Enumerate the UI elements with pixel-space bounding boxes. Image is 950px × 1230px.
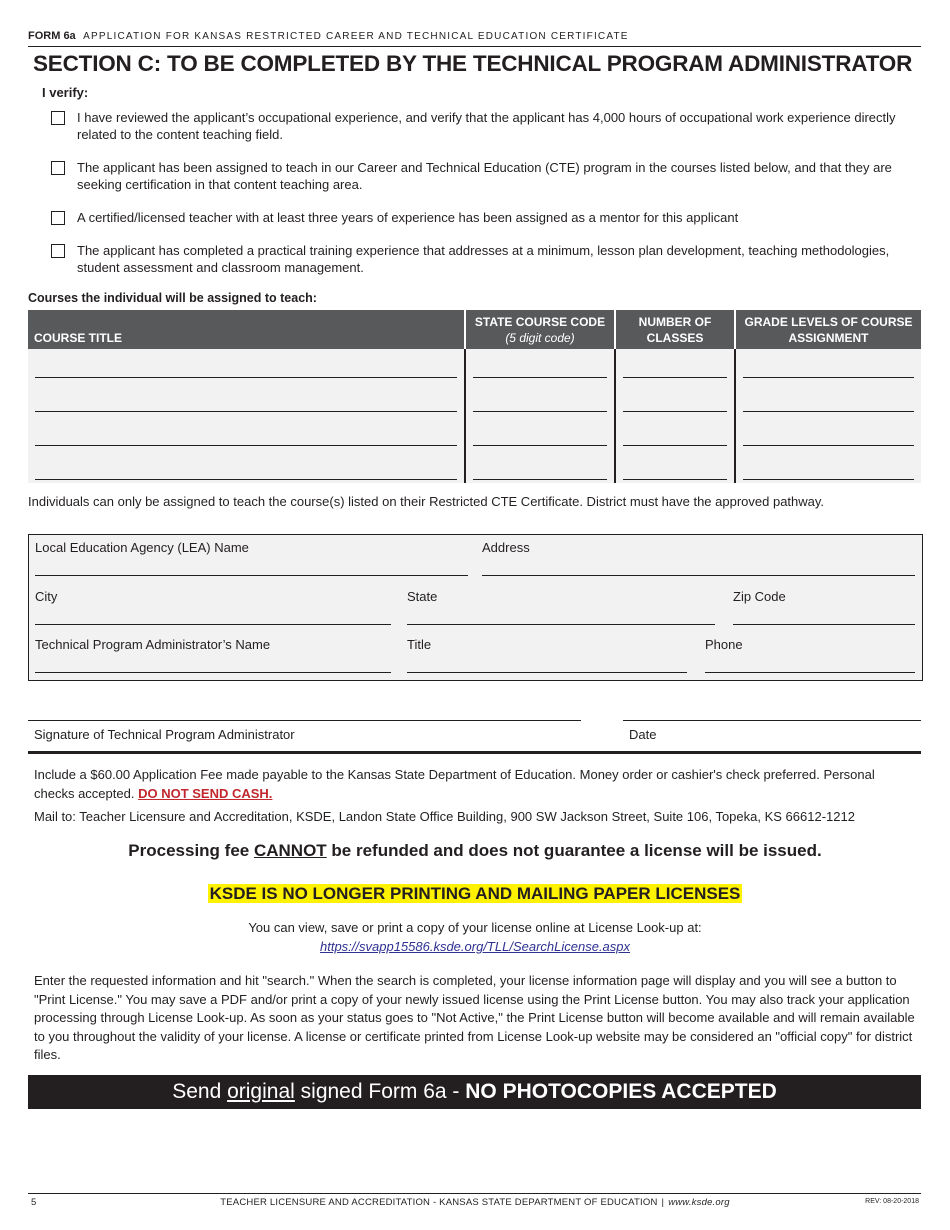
grade-levels-cell[interactable] <box>735 349 921 381</box>
course-title-cell[interactable] <box>28 349 465 381</box>
table-row <box>28 415 921 449</box>
grade-levels-cell[interactable] <box>735 381 921 415</box>
signature-label: Signature of Technical Program Administrator <box>34 727 295 742</box>
zip-label: Zip Code <box>733 589 786 604</box>
admin-name-input[interactable] <box>35 672 391 673</box>
verification-checkbox[interactable] <box>51 211 65 225</box>
footer-separator: | <box>661 1197 665 1208</box>
instructions-paragraph: Enter the requested information and hit "search." When the search is completed, your license information page will display and you will see a button to "Print License." You may save a PDF and/or print a copy of your newly issued license using the Print License button. You may also track your application processing through License Look-up. As soon as your status goes to "Not Active," the Print License button will become available and will remain available to you throughout the validity of your license. A license or certificate printed from License Look-up website may be considered an "official copy" for district files. <box>34 973 915 1062</box>
col-course-title: COURSE TITLE <box>28 310 465 349</box>
course-title-cell[interactable] <box>28 415 465 449</box>
verification-text: The applicant has been assigned to teach in our Career and Technical Education (CTE) program in the courses listed below, and that they are seeking certification in that content teaching area. <box>77 160 892 192</box>
state-code-cell[interactable] <box>465 449 615 483</box>
verification-text: The applicant has completed a practical training experience that addresses at a minimum, lesson plan development, teaching methodologies, student assessment and classroom management. <box>77 243 890 275</box>
zip-input[interactable] <box>733 624 915 625</box>
refund-before: Processing fee <box>128 841 250 860</box>
license-lookup-link <box>0 939 950 954</box>
footer-org-text: TEACHER LICENSURE AND ACCREDITATION - KANSAS STATE DEPARTMENT OF EDUCATION <box>220 1197 658 1208</box>
table-row <box>28 381 921 415</box>
send-middle: signed Form 6a - <box>300 1080 460 1103</box>
header-divider <box>28 46 921 47</box>
revision-date: REV: 08-20-2018 <box>865 1198 919 1205</box>
verification-item <box>51 160 910 193</box>
date-line[interactable] <box>623 720 921 721</box>
num-classes-cell[interactable] <box>615 349 735 381</box>
table-row <box>28 349 921 381</box>
phone-label: Phone <box>705 637 743 652</box>
city-input[interactable] <box>35 624 391 625</box>
col-state-code <box>465 310 615 349</box>
lea-info-box <box>28 534 923 681</box>
col-state-code-sub: (5 digit code) <box>505 330 575 345</box>
num-classes-cell[interactable] <box>615 449 735 483</box>
view-license-text: You can view, save or print a copy of your license online at License Look-up at: <box>248 920 702 935</box>
send-bold: NO PHOTOCOPIES ACCEPTED <box>465 1080 777 1103</box>
license-lookup-url[interactable]: https://svapp15586.ksde.org/TLL/SearchLicense.aspx <box>319 939 631 954</box>
page-number: 5 <box>31 1197 37 1208</box>
course-title-cell[interactable] <box>28 381 465 415</box>
footer-org <box>0 1197 950 1208</box>
courses-table <box>28 310 921 483</box>
verification-checkbox[interactable] <box>51 111 65 125</box>
address-label: Address <box>482 540 530 555</box>
verification-item <box>51 243 910 276</box>
state-input[interactable] <box>407 624 715 625</box>
state-label: State <box>407 589 438 604</box>
courses-note: Individuals can only be assigned to teach the course(s) listed on their Restricted CTE Certificate. District must have the approved pathway. <box>28 494 825 509</box>
lea-name-label: Local Education Agency (LEA) Name <box>35 540 249 555</box>
printing-notice-text: KSDE IS NO LONGER PRINTING AND MAILING PAPER LICENSES <box>209 884 741 903</box>
course-title-cell[interactable] <box>28 449 465 483</box>
grade-levels-cell[interactable] <box>735 415 921 449</box>
mail-to: Mail to: Teacher Licensure and Accreditation, KSDE, Landon State Office Building, 900 SW Jackson Street, Suite 106, Topeka, KS 66612-1212 <box>34 809 855 824</box>
verification-item <box>51 210 910 227</box>
admin-name-label: Technical Program Administrator’s Name <box>35 637 271 652</box>
verification-text: A certified/licensed teacher with at least three years of experience has been assigned as a mentor for this applicant <box>77 210 739 225</box>
city-label: City <box>35 589 58 604</box>
verification-checkbox[interactable] <box>51 161 65 175</box>
signature-divider <box>28 751 921 754</box>
address-input[interactable] <box>482 575 915 576</box>
refund-notice <box>0 841 950 861</box>
send-underlined: original <box>227 1080 295 1103</box>
title-label: Title <box>407 637 432 652</box>
verify-label: I verify: <box>42 85 89 100</box>
courses-label: Courses the individual will be assigned to teach: <box>28 291 317 305</box>
no-cash-warning: DO NOT SEND CASH. <box>138 785 273 801</box>
signature-line[interactable] <box>28 720 581 721</box>
footer-divider <box>28 1193 921 1194</box>
send-before: Send <box>172 1080 222 1103</box>
printing-notice <box>0 884 950 904</box>
verification-text: I have reviewed the applicant’s occupational experience, and verify that the applicant has 4,000 hours of occupational work experience directly related to the content teaching field. <box>77 110 896 142</box>
col-num-classes: NUMBER OF CLASSES <box>615 310 735 349</box>
refund-after: be refunded and does not guarantee a license will be issued. <box>331 841 822 860</box>
state-code-cell[interactable] <box>465 381 615 415</box>
grade-levels-cell[interactable] <box>735 449 921 483</box>
verification-checkbox[interactable] <box>51 244 65 258</box>
num-classes-cell[interactable] <box>615 415 735 449</box>
form-title: APPLICATION FOR KANSAS RESTRICTED CAREER AND TECHNICAL EDUCATION CERTIFICATE <box>83 31 629 42</box>
section-title: SECTION C: TO BE COMPLETED BY THE TECHNICAL PROGRAM ADMINISTRATOR <box>33 51 913 76</box>
col-state-code-label: STATE COURSE CODE <box>474 314 606 329</box>
date-label: Date <box>629 727 657 742</box>
col-grade-levels: GRADE LEVELS OF COURSE ASSIGNMENT <box>735 310 921 349</box>
title-input[interactable] <box>407 672 687 673</box>
form-header <box>28 30 629 42</box>
lea-name-input[interactable] <box>35 575 468 576</box>
verification-item <box>51 110 910 143</box>
table-row <box>28 449 921 483</box>
state-code-cell[interactable] <box>465 349 615 381</box>
num-classes-cell[interactable] <box>615 381 735 415</box>
form-id: FORM 6a <box>28 30 76 42</box>
state-code-cell[interactable] <box>465 415 615 449</box>
send-original-banner <box>28 1075 921 1109</box>
refund-emphasis: CANNOT <box>253 841 327 860</box>
fee-paragraph <box>34 766 916 803</box>
fee-text: Include a $60.00 Application Fee made payable to the Kansas State Department of Education. Money order or cashier's check preferred. Personal checks accepted. <box>34 767 875 801</box>
phone-input[interactable] <box>705 672 915 673</box>
footer-site-link[interactable]: www.ksde.org <box>668 1197 730 1208</box>
